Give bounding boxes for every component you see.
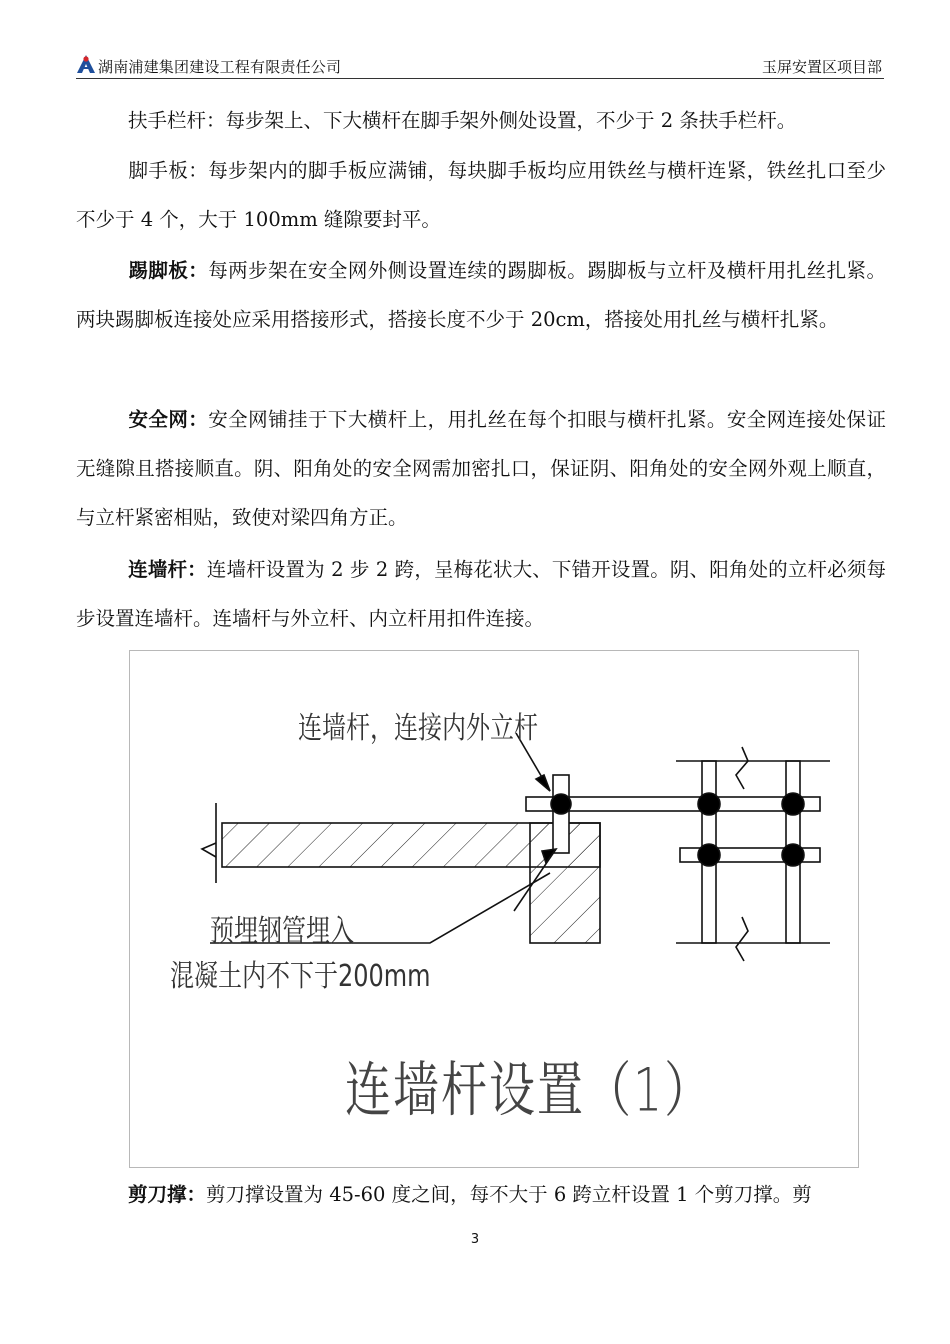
page-number: 3 — [470, 1232, 480, 1247]
header-project: 玉屏安置区项目部 — [761, 58, 882, 76]
paragraph-cross-brace: 剪刀撑：剪刀撑设置为 45-60 度之间，每不大于 6 跨立杆设置 1 个剪刀撑。剪 — [128, 1183, 812, 1206]
term-cross-brace: 剪刀撑： — [128, 1183, 207, 1206]
term-toe-board: 踢脚板： — [128, 259, 209, 282]
label-wall-tie: 连墙杆，连接内外立杆 — [298, 710, 538, 746]
paragraph-handrail: 扶手栏杆：每步架上、下大横杆在脚手架外侧处设置，不少于 2 条扶手栏杆。 — [128, 109, 797, 132]
term-wall-tie: 连墙杆： — [128, 558, 207, 581]
company-logo-icon — [76, 54, 96, 74]
paragraph-wall-tie: 连墙杆：连墙杆设置为 2 步 2 跨，呈梅花状大、下错开设置。阴、阳角处的立杆必须每步设置连墙杆。连墙杆与外立杆、内立杆用扣件连接。 — [76, 558, 886, 630]
paragraph-scaffold-board: 脚手板：每步架内的脚手板应满铺，每块脚手板均应用铁丝与横杆连紧，铁丝扎口至少不少于 4 个，大于 100mm 缝隙要封平。 — [76, 159, 886, 231]
label-embed-line1: 预埋钢管埋入 — [210, 913, 354, 949]
wall-tie-figure — [129, 650, 859, 1168]
paragraph-safety-net: 安全网：安全网铺挂于下大横杆上，用扎丝在每个扣眼与横杆扎紧。安全网连接处保证无缝隙且搭接顺直。阴、阳角处的安全网需加密扎口，保证阴、阳角处的安全网外观上顺直，与立杆紧密相贴，致使对梁四角方正。 — [76, 408, 886, 529]
header-company: 湖南浦建集团建设工程有限责任公司 — [98, 58, 342, 76]
page-header — [76, 52, 884, 79]
paragraph-toe-board: 踢脚板：每两步架在安全网外侧设置连续的踢脚板。踢脚板与立杆及横杆用扎丝扎紧。两块踢脚板连接处应采用搭接形式，搭接长度不少于 20cm，搭接处用扎丝与横杆扎紧。 — [76, 259, 886, 331]
term-safety-net: 安全网： — [128, 408, 209, 431]
figure-caption: 连墙杆设置（1） — [345, 1054, 713, 1125]
label-embed-line2: 混凝土内不下于200mm — [170, 958, 431, 994]
